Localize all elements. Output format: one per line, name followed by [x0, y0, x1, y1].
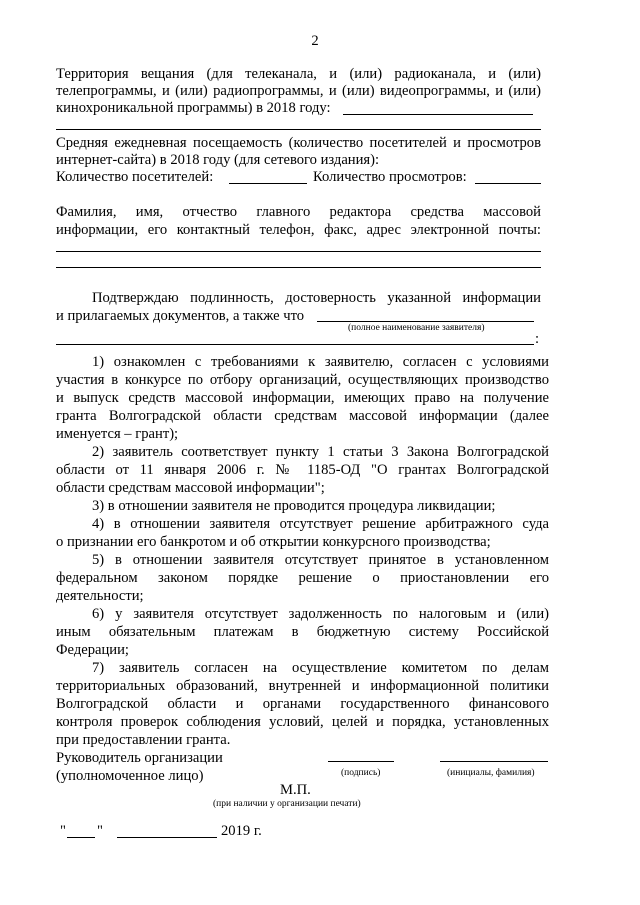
item-7-line-5: при предоставлении гранта.: [56, 732, 231, 748]
date-year: 2019 г.: [221, 823, 262, 839]
editor-line-2: информации, его контактный телефон, факс, адрес электронной почты:: [56, 222, 541, 238]
item-5-line-3: деятельности;: [56, 588, 144, 604]
confirm-line-2: и прилагаемых документов, а также что: [56, 308, 305, 324]
item-2-line-3: области средствам массовой информации";: [56, 480, 325, 496]
initials-fill-line[interactable]: [440, 761, 548, 762]
signature-fill-line[interactable]: [328, 761, 394, 762]
item-5-line-1: 5) в отношении заявителя отсутствует принятое в установленном: [92, 552, 549, 568]
broadcast-line-2: телепрограммы, и (или) радиопрограммы, и (или) видеопрограммы, и (или): [56, 83, 541, 99]
broadcast-line-1: Территория вещания (для телеканала, и (или) радиоканала, и (или): [56, 66, 541, 82]
applicant-hint: (полное наименование заявителя): [348, 323, 485, 333]
item-6-line-1: 6) у заявителя отсутствует задолженность по налоговым и (или): [92, 606, 549, 622]
applicant-fill-line[interactable]: [317, 321, 534, 322]
initials-hint: (инициалы, фамилия): [447, 768, 535, 778]
editor-fill-line-2[interactable]: [56, 267, 541, 268]
item-1-line-3: и выпуск средств массовой информации, имеющих право на получение: [56, 390, 549, 406]
item-1-line-1: 1) ознакомлен с требованиями к заявителю, согласен с условиями: [92, 354, 549, 370]
item-7-line-3: Волгоградской области и органами государственного финансового: [56, 696, 549, 712]
broadcast-fill-line[interactable]: [343, 114, 533, 115]
item-6-line-3: Федерации;: [56, 642, 129, 658]
item-7-line-2: территориальных образований, внутренней и информационной политики: [56, 678, 549, 694]
attendance-line-2: интернет-сайта) в 2018 году (для сетевого издания):: [56, 152, 380, 168]
stamp-hint: (при наличии у организации печати): [213, 799, 361, 809]
item-6-line-2: иным обязательным платежам в бюджетную систему Российской: [56, 624, 549, 640]
stamp-label: М.П.: [280, 782, 311, 798]
head-label-line-2: (уполномоченное лицо): [56, 768, 204, 784]
applicant-colon: :: [535, 331, 540, 347]
editor-fill-line-1[interactable]: [56, 251, 541, 252]
broadcast-fill-line-2[interactable]: [56, 129, 541, 130]
attendance-line-1: Средняя ежедневная посещаемость (количество посетителей и просмотров: [56, 135, 541, 151]
views-label: Количество просмотров:: [313, 169, 467, 185]
item-1-line-2: участия в конкурсе по отбору организаций, осуществляющих производство: [56, 372, 549, 388]
item-7-line-4: контроля проверок соблюдения условий, целей и порядка, установленных: [56, 714, 549, 730]
date-open-quote: ": [60, 823, 66, 839]
item-3-line-1: 3) в отношении заявителя не проводится процедура ликвидации;: [92, 498, 496, 514]
item-2-line-1: 2) заявитель соответствует пункту 1 статьи 3 Закона Волгоградской: [92, 444, 549, 460]
item-4-line-2: о признании его банкротом и об открытии конкурсного производства;: [56, 534, 491, 550]
page-number: 2: [311, 33, 319, 49]
visitors-fill-line[interactable]: [229, 183, 307, 184]
signature-hint: (подпись): [341, 768, 381, 778]
item-1-line-4: гранта Волгоградской области средствам массовой информации (далее: [56, 408, 549, 424]
confirm-line-1: Подтверждаю подлинность, достоверность указанной информации: [92, 290, 541, 306]
date-day-fill-line[interactable]: [67, 837, 95, 838]
item-1-line-5: именуется – грант);: [56, 426, 179, 442]
date-month-fill-line[interactable]: [117, 837, 217, 838]
broadcast-line-3: кинохроникальной программы) в 2018 году:: [56, 100, 331, 116]
views-fill-line[interactable]: [475, 183, 541, 184]
head-label-line-1: Руководитель организации: [56, 750, 223, 766]
item-7-line-1: 7) заявитель согласен на осуществление комитетом по делам: [92, 660, 549, 676]
applicant-fill-line-2[interactable]: [56, 344, 534, 345]
item-2-line-2: области от 11 января 2006 г. № 1185-ОД "О грантах Волгоградской: [56, 462, 549, 478]
date-close-quote: ": [97, 823, 103, 839]
item-5-line-2: федеральном законом порядке решение о приостановлении его: [56, 570, 549, 586]
editor-line-1: Фамилия, имя, отчество главного редактора средства массовой: [56, 204, 541, 220]
visitors-label: Количество посетителей:: [56, 169, 214, 185]
item-4-line-1: 4) в отношении заявителя отсутствует решение арбитражного суда: [92, 516, 549, 532]
